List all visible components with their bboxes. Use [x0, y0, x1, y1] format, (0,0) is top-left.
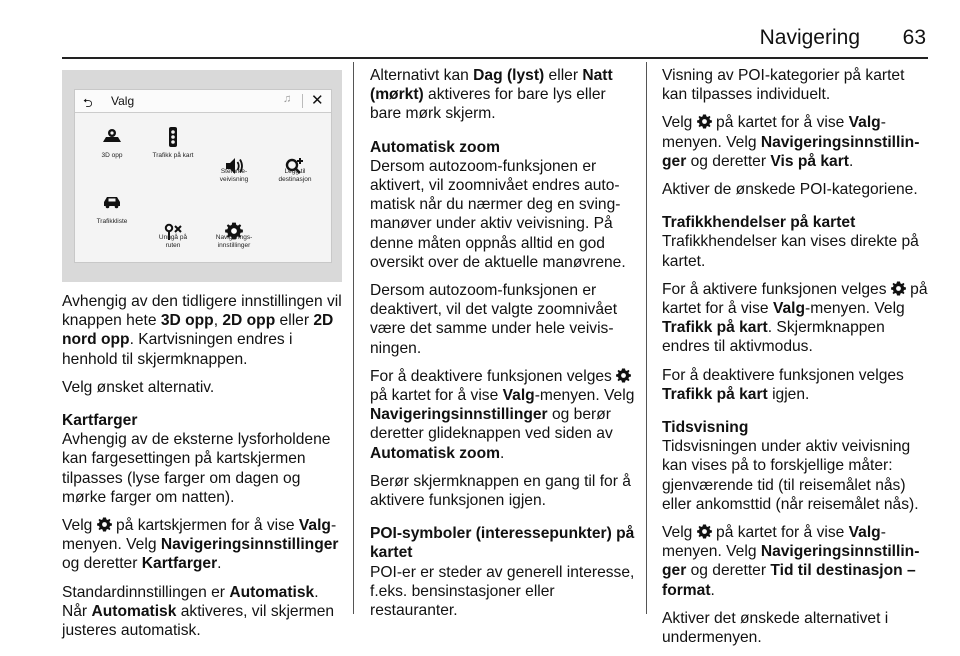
- tile-add-destination[interactable]: [265, 126, 325, 184]
- voice-icon[interactable]: ♫: [283, 93, 292, 105]
- paragraph: Velg på kartet for å vise Valg-menyen. Velg Navigeringsinnstillinger og deretter Tid til destinasjon – format.: [662, 524, 920, 599]
- tile-avoid-on-route[interactable]: [143, 192, 203, 250]
- gear-icon: [616, 368, 631, 383]
- tile-traffic-list[interactable]: [82, 192, 142, 226]
- traffic-light-icon: [143, 126, 203, 148]
- tile-voice-guidance[interactable]: [204, 126, 264, 184]
- paragraph: Dersom autozoom-funksjonen er deaktivert, vil det valgte zoomnivået være det samme under hele veivisningen.: [370, 282, 618, 357]
- paragraph: Visning av POI-kategorier på kartet kan tilpasses individuelt.: [662, 67, 905, 104]
- tile-label: Trafikkliste: [96, 218, 128, 225]
- tile-label: Unngå på ruten: [158, 234, 188, 249]
- paragraph: For å deaktivere funksjonen velges på kartet for å vise Valg-menyen. Velg Navigeringsinnstillinger og berør deretter glideknappen ved siden av Automatisk zoom.: [370, 367, 635, 462]
- close-icon[interactable]: ✕: [311, 92, 324, 109]
- avoid-route-icon: [143, 200, 203, 222]
- add-destination-icon: [265, 134, 325, 156]
- paragraph: Velg på kartet for å vise Valg-menyen. Velg Navigeringsinnstillinger og deretter Vis på kart.: [662, 114, 920, 170]
- tile-label: Stemme- veivisning: [219, 168, 249, 183]
- section-heading: Automatisk zoom: [370, 138, 500, 156]
- paragraph: Standardinnstillingen er Automatisk. Når Automatisk aktiveres, vil skjermen justeres automatisk.: [62, 583, 335, 640]
- screen-title-bar: [75, 90, 331, 113]
- column-divider: [353, 62, 354, 614]
- section-heading: Kartfarger: [62, 412, 138, 430]
- page-number: 63: [902, 26, 926, 49]
- paragraph: Avhengig av den tidligere innstillingen vil knappen hete 3D opp, 2D opp eller 2D nord opp. Kartvisningen endres i henhold til skjermknappen.: [62, 293, 342, 368]
- tile-traffic-on-map[interactable]: [143, 126, 203, 160]
- car-icon: [82, 192, 142, 214]
- section-heading: Tidsvisning: [662, 419, 749, 437]
- gear-icon: [204, 200, 264, 222]
- tile-3d-up[interactable]: [82, 126, 142, 160]
- gear-icon: [891, 281, 906, 296]
- section-heading: POI-symboler (interessepunkter) på kartet: [370, 525, 635, 562]
- tile-label: Navigerings- innstillinger: [215, 234, 253, 249]
- paragraph: For å deaktivere funksjonen velges Trafikk på kart igjen.: [662, 366, 904, 403]
- section: Trafikkhendelser på kartet Trafikkhendelser kan vises direkte på kartet.: [662, 213, 928, 271]
- paragraph: Berør skjermknappen en gang til for å aktivere funksjonen igjen.: [370, 472, 631, 510]
- tile-label: Legg til destinasjon: [278, 168, 312, 183]
- back-icon[interactable]: ⮌: [83, 96, 93, 110]
- section-heading: Trafikkhendelser på kartet: [662, 214, 856, 232]
- map-icon: [82, 126, 142, 148]
- divider: [302, 94, 303, 108]
- screen-title: Valg: [111, 94, 135, 108]
- tile-label: Trafikk på kart: [152, 152, 194, 159]
- paragraph: For å aktivere funksjonen velges på kartet for å vise Valg-menyen. Velg Trafikk på kart. Skjermknappen endres til aktivmodus.: [662, 280, 928, 356]
- paragraph: Alternativt kan Dag (lyst) eller Natt (mørkt) aktiveres for bare lys eller bare mørk skjerm.: [370, 67, 613, 123]
- section: Tidsvisning Tidsvisningen under aktiv veivisning kan vises på to forskjellige måter: gjenværende tid (til reisemålet nås) eller ankomsttid (når reisemålet nås).: [662, 418, 928, 514]
- column-1: [62, 292, 344, 649]
- gear-icon: [697, 524, 712, 539]
- gear-icon: [697, 114, 712, 129]
- section-title: Navigering: [759, 26, 860, 49]
- section: Kartfarger Avhengig av de eksterne lysforholdene kan fargesettingen på kartskjermen tilpasses (lyse farger om dagen og mørke farger om natten).: [62, 411, 344, 507]
- tile-label: 3D opp: [101, 152, 123, 159]
- options-menu-screenshot: [62, 70, 342, 282]
- header-rule: [62, 57, 928, 59]
- column-2: [370, 66, 638, 629]
- paragraph: Velg ønsket alternativ.: [62, 378, 215, 396]
- section: POI-symboler (interessepunkter) på kartet POI-er er steder av generell interesse, f.eks. bensinstasjoner eller restauranter.: [370, 524, 638, 620]
- speaker-icon: [204, 134, 264, 156]
- gear-icon: [97, 517, 112, 532]
- section: Automatisk zoom Dersom autozoom-funksjonen er aktivert, vil zoomnivået endres automatisk når du nærmer deg en svingmanøver under aktiv veivisning. På denne måten oppnås alltid en god oversikt over de aktuelle manøvrene.: [370, 138, 638, 272]
- column-divider: [646, 62, 647, 614]
- paragraph: Velg på kartskjermen for å vise Valg-menyen. Velg Navigeringsinnstillinger og deretter Kartfarger.: [62, 517, 339, 573]
- column-3: [662, 66, 928, 656]
- tile-navigation-settings[interactable]: [204, 192, 264, 250]
- screen: [74, 89, 332, 263]
- page-header: [62, 26, 928, 56]
- paragraph: Aktiver det ønskede alternativet i undermenyen.: [662, 609, 889, 647]
- paragraph: Aktiver de ønskede POI-kategoriene.: [662, 181, 918, 199]
